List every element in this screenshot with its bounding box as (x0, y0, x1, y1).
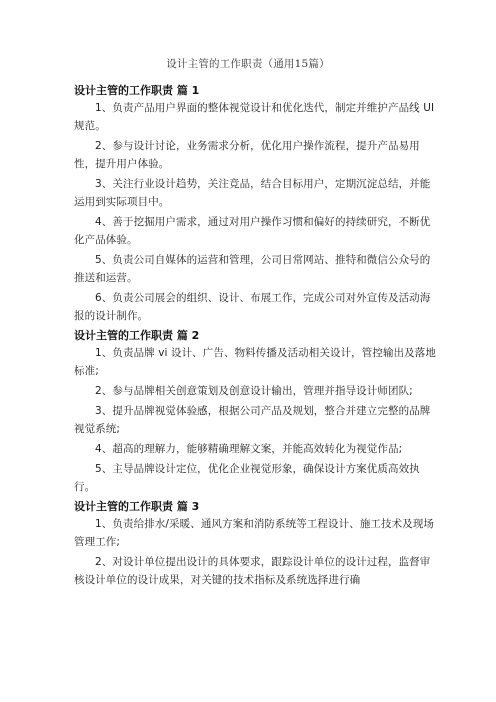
section-1 (74, 82, 438, 325)
section-heading: 设计主管的工作职责 篇 1 (74, 84, 200, 97)
list-item: 1、负责给排水/采暖、通风方案和消防系统等工程设计、施工技术及现场管理工作; (74, 518, 435, 548)
document-title: 设计主管的工作职责（通用15篇） (166, 58, 330, 70)
section-2 (74, 327, 438, 496)
section-heading: 设计主管的工作职责 篇 2 (74, 329, 200, 342)
list-item: 2、参与设计讨论，业务需求分析，优化用户操作流程，提升产品易用性，提升用户体验。 (74, 140, 420, 170)
list-item: 1、负责品牌 vi 设计、广告、物料传播及活动相关设计，管控输出及落地标准; (74, 347, 436, 377)
list-item: 6、负责公司展会的组织、设计、布展工作，完成公司对外宣传及活动海报的设计制作。 (74, 292, 431, 322)
list-item: 5、负责公司自媒体的运营和管理，公司日常网站、推特和微信公众号的推送和运营。 (74, 254, 431, 284)
list-item: 2、参与品牌相关创意策划及创意设计输出，管理并指导设计师团队; (95, 385, 413, 397)
document-body (74, 82, 438, 591)
list-item: 2、对设计单位提出设计的具体要求，跟踪设计单位的设计过程，监督审核设计单位的设计成果，对关键的技术指标及系统选择进行确 (74, 556, 431, 586)
section-heading: 设计主管的工作职责 篇 3 (74, 500, 200, 513)
list-item: 3、关注行业设计趋势，关注竞品，结合目标用户，定期沉淀总结，并能运用到实际项目中。 (74, 178, 431, 208)
list-item: 3、提升品牌视觉体验感，根据公司产品及规划，整合并建立完整的品牌视觉系统; (74, 405, 431, 435)
section-3 (74, 498, 438, 589)
list-item: 4、超高的理解力，能够精确理解文案，并能高效转化为视觉作品; (95, 443, 403, 455)
list-item: 1、负责产品用户界面的整体视觉设计和优化迭代，制定并维护产品线 UI 规范。 (74, 102, 435, 132)
list-item: 5、主导品牌设计定位，优化企业视觉形象，确保设计方案优质高效执行。 (74, 463, 420, 493)
list-item: 4、善于挖掘用户需求，通过对用户操作习惯和偏好的持续研究，不断优化产品体验。 (74, 216, 431, 246)
